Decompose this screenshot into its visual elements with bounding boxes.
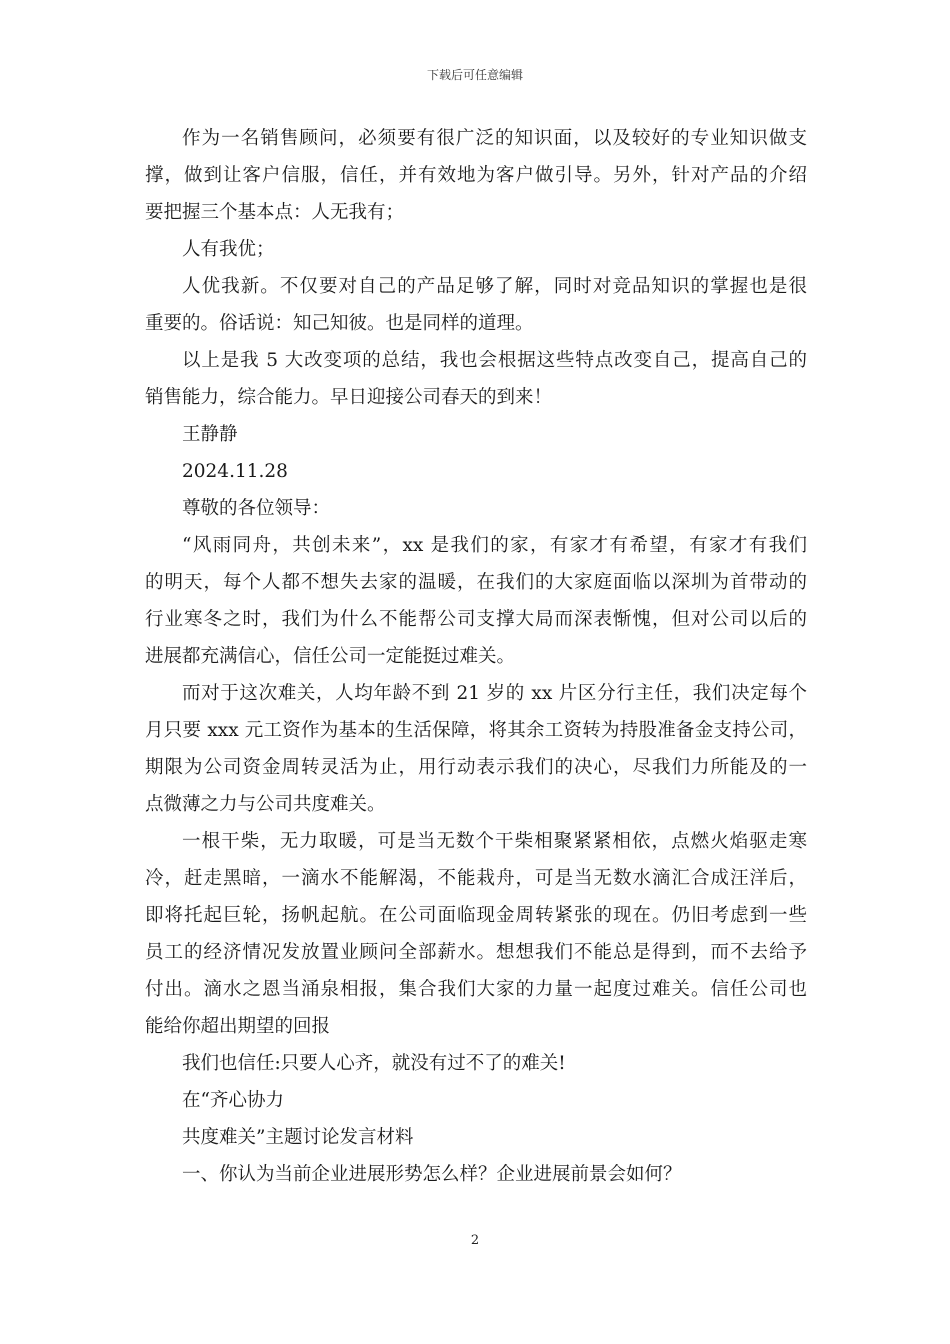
text-line: 点微薄之力与公司共度难关。: [145, 794, 386, 815]
text-line: “风雨同舟，共创未来”，xx 是我们的家，有家才有希望，有家才有我们: [182, 535, 807, 556]
text-line: 2024.11.28: [182, 461, 288, 482]
text-line: 我们也信任:只要人心齐，就没有过不了的难关!: [182, 1053, 566, 1074]
text-line: 在“齐心协力: [182, 1090, 284, 1111]
text-line: 人优我新。不仅要对自己的产品足够了解，同时对竞品知识的掌握也是很: [182, 276, 807, 297]
text-line: 即将托起巨轮，扬帆起航。在公司面临现金周转紧张的现在。仍旧考虑到一些: [145, 905, 807, 926]
text-line: 能给你超出期望的回报: [145, 1016, 331, 1037]
document-body: [145, 120, 807, 1193]
text-line: 而对于这次难关，人均年龄不到 21 岁的 xx 片区分行主任，我们决定每个: [182, 683, 807, 704]
text-line: 期限为公司资金周转灵活为止，用行动表示我们的决心，尽我们力所能及的一: [145, 757, 807, 778]
text-line: 进展都充满信心，信任公司一定能挺过难关。: [145, 646, 516, 667]
text-line: 尊敬的各位领导：: [182, 498, 331, 519]
text-line: 重要的。俗话说：知己知彼。也是同样的道理。: [145, 313, 534, 334]
text-line: 撑，做到让客户信服，信任，并有效地为客户做引导。另外，针对产品的介绍: [145, 165, 807, 186]
text-line: 一根干柴，无力取暖，可是当无数个干柴相聚紧紧相依，点燃火焰驱走寒: [182, 831, 807, 852]
text-line: 人有我优；: [182, 239, 275, 260]
text-line: 付出。滴水之恩当涌泉相报，集合我们大家的力量一起度过难关。信任公司也: [145, 979, 807, 1000]
text-line: 王静静: [182, 424, 238, 445]
text-line: 员工的经济情况发放置业顾问全部薪水。想想我们不能总是得到，而不去给予: [145, 942, 807, 963]
text-line: 月只要 xxx 元工资作为基本的生活保障，将其余工资转为持股准备金支持公司，: [145, 720, 807, 741]
text-line: 共度难关”主题讨论发言材料: [182, 1127, 414, 1148]
text-line: 的明天，每个人都不想失去家的温暖，在我们的大家庭面临以深圳为首带动的: [145, 572, 807, 593]
text-line: 一、你认为当前企业进展形势怎么样？企业进展前景会如何？: [182, 1164, 682, 1185]
text-line: 行业寒冬之时，我们为什么不能帮公司支撑大局而深表惭愧，但对公司以后的: [145, 609, 807, 630]
text-line: 要把握三个基本点：人无我有；: [145, 202, 405, 223]
text-line: 销售能力，综合能力。早日迎接公司春天的到来！: [145, 387, 553, 408]
text-line: 作为一名销售顾问，必须要有很广泛的知识面，以及较好的专业知识做支: [182, 128, 807, 149]
text-line: 以上是我 5 大改变项的总结，我也会根据这些特点改变自己，提高自己的: [182, 350, 807, 371]
page-number: 2: [470, 1233, 480, 1248]
page-header: 下载后可任意编辑: [426, 68, 523, 82]
text-line: 冷，赶走黑暗，一滴水不能解渴，不能栽舟，可是当无数水滴汇合成汪洋后，: [145, 868, 807, 889]
